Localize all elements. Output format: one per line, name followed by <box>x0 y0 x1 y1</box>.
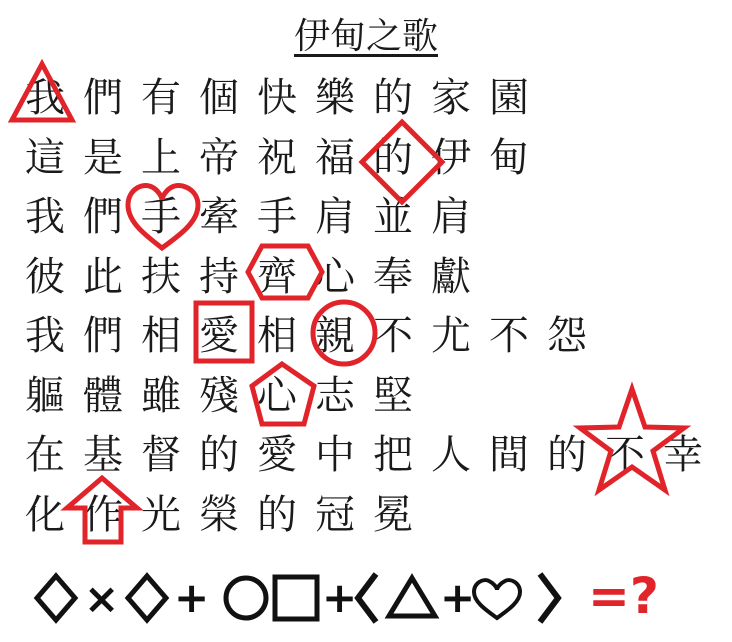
eq-triangle <box>389 578 435 616</box>
eq-plus-3: + <box>440 573 476 622</box>
poem-char: 相 <box>141 313 181 359</box>
eq-plus-2: + <box>322 573 358 622</box>
poem-char: 的 <box>547 432 587 478</box>
poem-char: 愛 <box>199 313 239 359</box>
poem-char: 愛 <box>257 432 297 478</box>
poem-char: 志 <box>315 372 355 419</box>
poem-char: 相 <box>257 313 297 359</box>
poem-char: 不 <box>373 313 413 359</box>
poem-char: 冠 <box>315 491 355 538</box>
poem-char: 心 <box>257 372 297 419</box>
poem-char: 督 <box>141 432 181 478</box>
poem-char: 有 <box>141 75 181 121</box>
eq-diamond-2 <box>128 576 166 620</box>
eq-diamond-1 <box>37 576 75 620</box>
poem-char: 牽 <box>199 194 239 240</box>
poem-char: 奉 <box>373 253 413 300</box>
eq-square <box>275 577 317 619</box>
poem-char: 此 <box>83 253 123 300</box>
poem-char: 中 <box>315 432 355 478</box>
poem-char: 的 <box>257 491 297 538</box>
poem-char: 是 <box>83 134 123 181</box>
poem-char: 的 <box>373 75 413 121</box>
eq-heart <box>474 580 520 618</box>
poem-char: 家 <box>431 75 471 121</box>
poem-char: 不 <box>605 432 645 478</box>
poem-char: 們 <box>83 313 123 359</box>
eq-times-1: × <box>84 574 120 623</box>
poem-char: 光 <box>141 491 181 538</box>
poem-char: 甸 <box>489 134 529 181</box>
poem-char: 基 <box>83 432 123 478</box>
poem-char: 肩 <box>431 194 471 240</box>
poem-char: 親 <box>315 313 355 359</box>
poem-char: 在 <box>25 432 65 478</box>
poem-char: 幸 <box>663 432 703 478</box>
poem-char: 彼 <box>25 253 65 300</box>
poem-char: 的 <box>199 432 239 478</box>
poem-char: 心 <box>315 253 355 300</box>
poem-char: 不 <box>489 313 529 359</box>
poem-char: 怨 <box>547 313 587 359</box>
poem-char: 肩 <box>315 194 355 240</box>
poem-char: 樂 <box>315 75 355 121</box>
eq-circle <box>226 578 266 618</box>
poem-char: 的 <box>373 134 413 181</box>
poem-char: 伊 <box>431 134 471 181</box>
poem-char: 並 <box>373 194 413 240</box>
poem-char: 化 <box>25 491 65 538</box>
eq-close-bracket <box>540 574 558 622</box>
poem-char: 體 <box>83 372 123 419</box>
poem-char: 冕 <box>373 491 413 538</box>
poem-char: 持 <box>199 253 239 300</box>
poem-char: 們 <box>83 194 123 240</box>
poem-char: 作 <box>83 491 123 538</box>
poem-char: 雖 <box>141 372 181 419</box>
poem-char: 這 <box>25 134 65 181</box>
poem-char: 扶 <box>141 253 181 300</box>
poem-char: 手 <box>141 194 181 240</box>
eq-open-bracket <box>358 574 376 622</box>
poem-char: 上 <box>141 134 181 181</box>
page-title: 伊甸之歌 <box>293 16 438 57</box>
poem-char: 福 <box>315 134 355 181</box>
poem-char: 尤 <box>431 313 471 359</box>
poem-char: 軀 <box>25 372 65 419</box>
poem-char: 帝 <box>199 134 239 181</box>
poem-char: 堅 <box>373 372 413 419</box>
poem-char: 祝 <box>257 134 297 181</box>
poem-char: 我 <box>25 75 65 121</box>
poem-char: 獻 <box>431 253 471 300</box>
poem-char: 把 <box>373 432 413 478</box>
poem-char: 我 <box>25 313 65 359</box>
poem-char: 個 <box>199 75 239 121</box>
poem-char: 快 <box>257 75 297 121</box>
eq-result: =? <box>588 567 659 625</box>
poem-char: 們 <box>83 75 123 121</box>
poem-char: 我 <box>25 194 65 240</box>
poem-char: 手 <box>257 194 297 240</box>
poem-char: 榮 <box>199 491 239 538</box>
eq-plus-1: + <box>174 573 210 622</box>
poem-char: 園 <box>489 75 529 121</box>
poem-char: 殘 <box>199 372 239 419</box>
poem-char: 間 <box>489 432 529 478</box>
poem-char: 齊 <box>257 253 297 300</box>
poem-char: 人 <box>431 432 471 478</box>
